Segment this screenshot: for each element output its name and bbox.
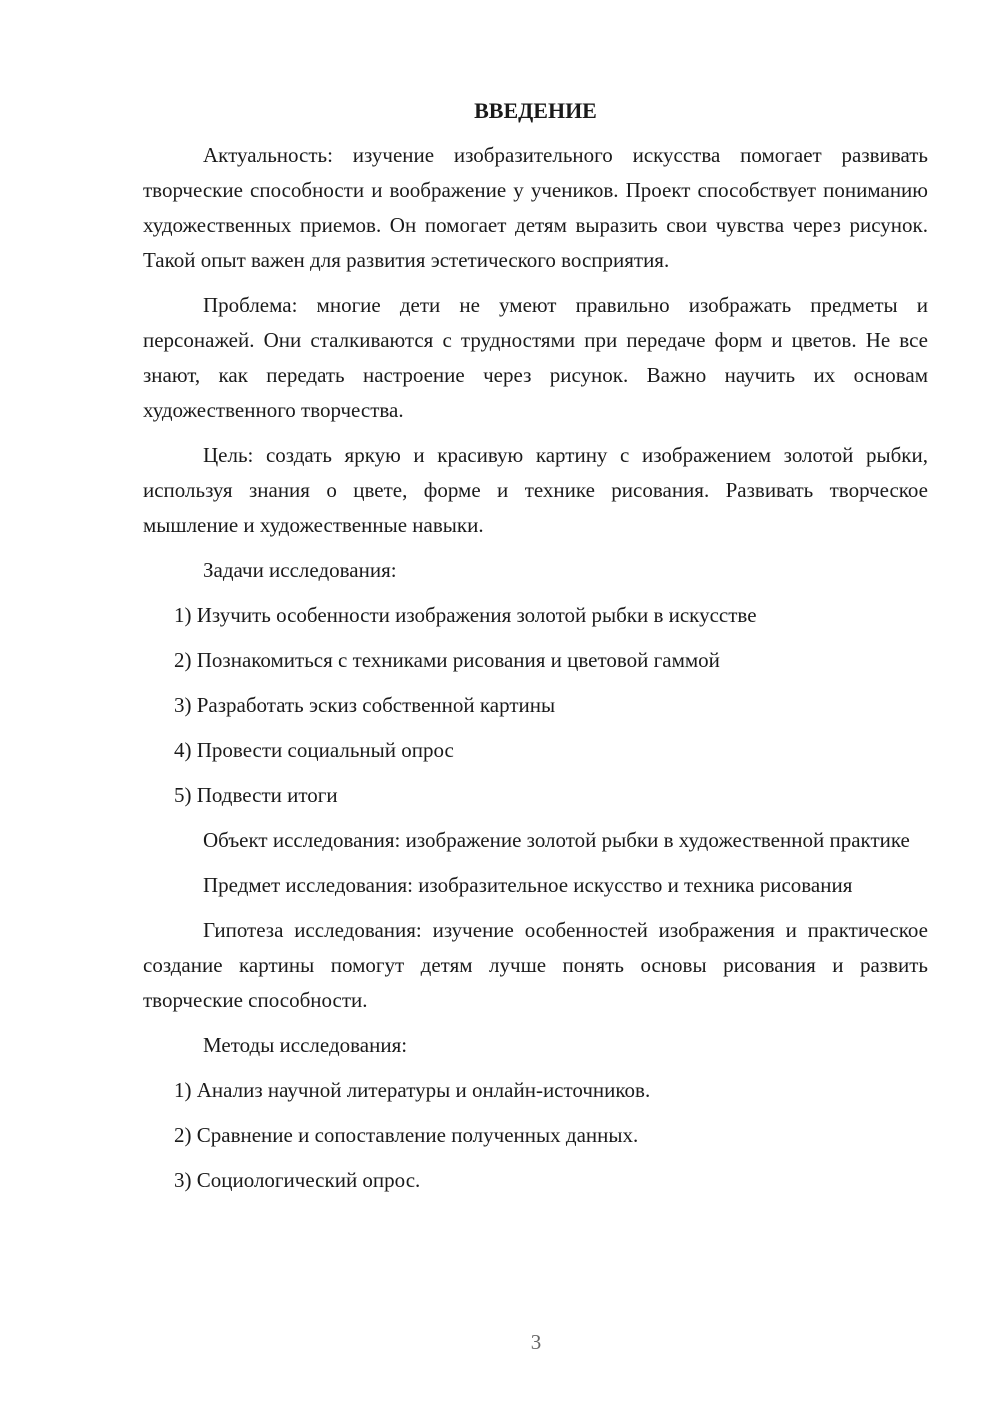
task-item: 3) Разработать эскиз собственной картины <box>174 693 556 717</box>
relevance-paragraph: Актуальность: изучение изобразительного искусства помогает развивать творческие способности и воображение у учеников. Проект способствует пониманию художественных приемов. Он помогает детям выразить свои чувства через рисунок. Такой опыт важен для развития эстетического восприятия. <box>143 143 928 272</box>
task-item: 5) Подвести итоги <box>174 783 338 807</box>
subject-paragraph: Предмет исследования: изобразительное искусство и техника рисования <box>203 873 853 897</box>
problem-paragraph: Проблема: многие дети не умеют правильно изображать предметы и персонажей. Они сталкиваются с трудностями при передаче форм и цветов. Не все знают, как передать настроение через рисунок. Важно научить их основам художественного творчества. <box>143 293 928 422</box>
document-page <box>143 94 928 1208</box>
tasks-heading: Задачи исследования: <box>203 558 397 582</box>
methods-heading: Методы исследования: <box>203 1033 408 1057</box>
page-title: ВВЕДЕНИЕ <box>474 98 597 123</box>
task-item: 1) Изучить особенности изображения золотой рыбки в искусстве <box>174 603 757 627</box>
methods-list <box>143 1073 928 1198</box>
task-item: 4) Провести социальный опрос <box>174 738 454 762</box>
method-item: 3) Социологический опрос. <box>174 1168 421 1192</box>
object-paragraph: Объект исследования: изображение золотой рыбки в художественной практике <box>203 828 910 852</box>
method-item: 1) Анализ научной литературы и онлайн-источников. <box>174 1078 651 1102</box>
goal-paragraph: Цель: создать яркую и красивую картину с изображением золотой рыбки, используя знания о цвете, форме и технике рисования. Развивать творческое мышление и художественные навыки. <box>143 443 928 537</box>
page-number: 3 <box>530 1330 542 1354</box>
hypothesis-paragraph: Гипотеза исследования: изучение особенностей изображения и практическое создание картины помогут детям лучше понять основы рисования и развить творческие способности. <box>143 918 928 1012</box>
task-item: 2) Познакомиться с техниками рисования и цветовой гаммой <box>174 648 720 672</box>
method-item: 2) Сравнение и сопоставление полученных данных. <box>174 1123 639 1147</box>
tasks-list <box>143 598 928 813</box>
